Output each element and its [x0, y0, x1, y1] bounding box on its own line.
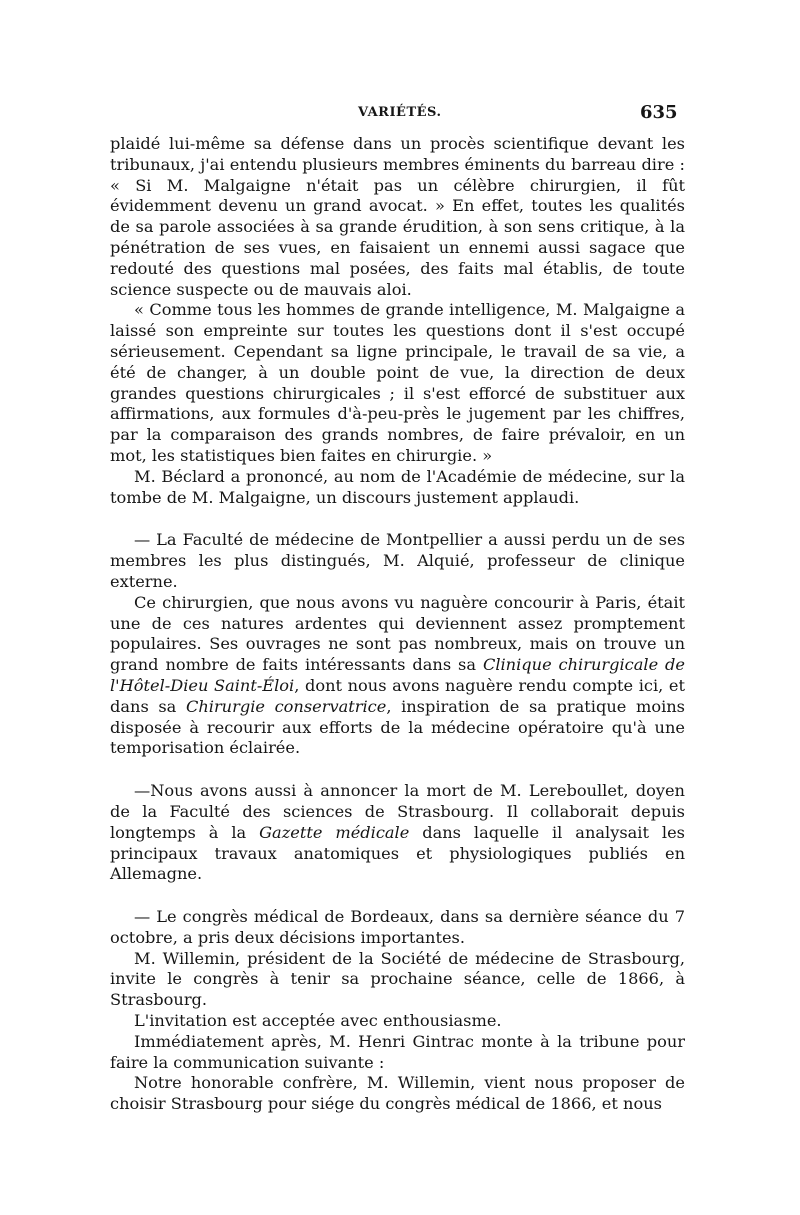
paragraph — [110, 134, 685, 300]
text-run: — Le congrès médical de Bordeaux, dans sa dernière séance du 7 octobre, a pris deux décisions importantes. — [110, 907, 685, 947]
text-run: L'invitation est acceptée avec enthousiasme. — [134, 1011, 502, 1031]
paragraph — [110, 593, 685, 759]
text-run: dans laquelle il analysait les principaux travaux anatomiques et physiologiques publiés en Allemagne. — [110, 822, 685, 884]
paragraph — [110, 1073, 685, 1115]
text-run: M. Willemin, président de la Société de médecine de Strasbourg, invite le congrès à tenir sa prochaine séance, celle de 1866, à Strasbourg. — [110, 948, 685, 1010]
text-run: Ce chirurgien, que nous avons vu naguère concourir à Paris, était une de ces natures ardentes qui deviennent assez promptement populaires. Ses ouvrages ne sont pas nombreux, mais on trouve un grand nombre de faits intéressants dans sa — [110, 592, 685, 675]
paragraph — [110, 467, 685, 509]
page-number: 635 — [640, 102, 678, 123]
text-run: M. Béclard a prononcé, au nom de l'Académie de médecine, sur la tombe de M. Malgaigne, un discours justement applaudi. — [110, 466, 685, 507]
paragraph — [110, 781, 685, 885]
text-run: plaidé lui-même sa défense dans un procès scientifique devant les tribunaux, j'ai entendu plusieurs membres éminents du barreau dire : « Si M. Malgaigne n'était pas un célèbre chirurgien, il fût évidemment devenu un grand avocat. » En effet, toutes les qualités de sa parole associées à sa grande érudition, à son sens critique, à la pénétration de ses vues, en faisaient un ennemi aussi sagace que redouté des questions mal posées, des faits mal établis, de toute science suspecte ou de mauvais aloi. — [110, 134, 685, 299]
text-run: — La Faculté de médecine de Montpellier a aussi perdu un de ses membres les plus distingués, M. Alquié, professeur de clinique externe. — [110, 530, 685, 591]
italic-title: Chirurgie conservatrice — [185, 696, 387, 716]
text-run: , inspiration de sa pratique moins disposée à recourir aux efforts de la médecine opératoire qu'à une temporisation éclairée. — [110, 696, 685, 758]
text-run: Immédiatement après, M. Henri Gintrac monte à la tribune pour faire la communication suivante : — [110, 1031, 685, 1072]
body-text — [110, 134, 685, 1115]
paragraph — [110, 949, 685, 1011]
text-run: , dont nous avons naguère rendu compte ici, et dans sa — [110, 675, 686, 716]
running-head: VARIÉTÉS. — [358, 105, 442, 120]
paragraph — [110, 1011, 685, 1032]
text-run: « Comme tous les hommes de grande intelligence, M. Malgaigne a laissé son empreinte sur toutes les questions dont il s'est occupé sérieusement. Cependant sa ligne principale, le travail de sa vie, a été de changer, à un double point de vue, la direction de deux grandes questions chirurgicales ; il s'est efforcé de substituer aux affirmations, aux formules d'à-peu-près le jugement par les chiffres, par la comparaison des grands nombres, de faire prévaloir, en un mot, les statistiques bien faites en chirurgie. » — [110, 300, 685, 465]
paragraph — [110, 300, 685, 466]
text-run: —Nous avons aussi à annoncer la mort de M. Lereboullet, doyen de la Faculté des sciences de Strasbourg. Il collaborait depuis longtemps à la — [110, 781, 685, 842]
paragraph — [110, 1032, 685, 1074]
paragraph — [110, 530, 685, 592]
italic-title: Gazette médicale — [259, 822, 410, 842]
text-run: Notre honorable confrère, M. Willemin, vient nous proposer de choisir Strasbourg pour siége du congrès médical de 1866, et nous — [110, 1073, 685, 1114]
italic-title: Clinique chirurgicale de l'Hôtel-Dieu Saint-Éloi — [110, 655, 686, 695]
paragraph — [110, 907, 685, 949]
page-header — [0, 102, 800, 126]
